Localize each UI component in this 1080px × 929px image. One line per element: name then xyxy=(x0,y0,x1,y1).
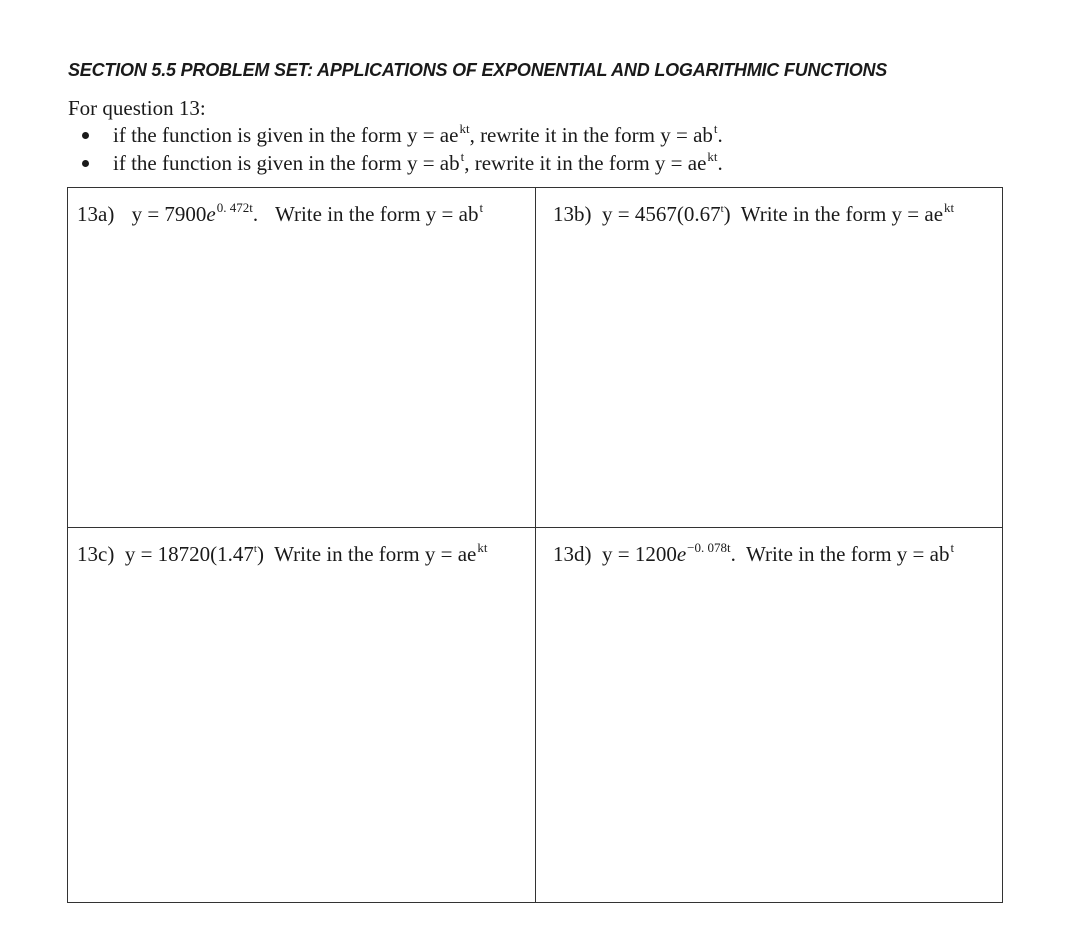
problem-13c-box[interactable] xyxy=(68,527,535,902)
instruction-item: if the function is given in the form $y = ab^t$, rewrite it in the form $y = ae^{kt}$. xyxy=(68,148,723,176)
problem-equation: $y = 7900e^{0. 472t}$. xyxy=(131,200,259,226)
problem-instruction: Write in the form $y = ab^t$ xyxy=(275,200,484,226)
problem-grid xyxy=(67,187,1003,903)
problem-equation: $y = 18720(1.47^t)$ xyxy=(124,542,264,566)
bullet-icon xyxy=(82,160,89,167)
problem-instruction: Write in the form $y = ab^t$ xyxy=(746,540,955,566)
section-heading: SECTION 5.5 PROBLEM SET: APPLICATIONS OF EXPONENTIAL AND LOGARITHMIC FUNCTIONS xyxy=(68,60,888,80)
problem-equation: $y = 1200e^{-0. 078t}$. xyxy=(602,540,736,566)
problem-label: 13c) xyxy=(77,542,115,566)
intro-text: For question 13: xyxy=(68,96,206,120)
problem-label: 13d) xyxy=(553,542,592,566)
problem-13a-box[interactable] xyxy=(68,188,535,527)
instruction-item: if the function is given in the form $y = ae^{kt}$, rewrite it in the form $y = ab^t$. xyxy=(68,120,723,148)
problem-equation: $y = 4567(0.67^t)$ xyxy=(602,202,731,226)
problem-instruction: Write in the form $y = ae^{kt}$ xyxy=(740,200,955,226)
problem-instruction: Write in the form $y = ae^{kt}$ xyxy=(274,540,488,566)
problem-13d-box[interactable] xyxy=(535,527,1002,902)
problem-label: 13b) xyxy=(553,202,592,226)
problem-label: 13a) xyxy=(77,202,115,226)
problem-13b-box[interactable] xyxy=(535,188,1002,527)
instruction-list xyxy=(68,120,723,176)
bullet-icon xyxy=(82,132,89,139)
